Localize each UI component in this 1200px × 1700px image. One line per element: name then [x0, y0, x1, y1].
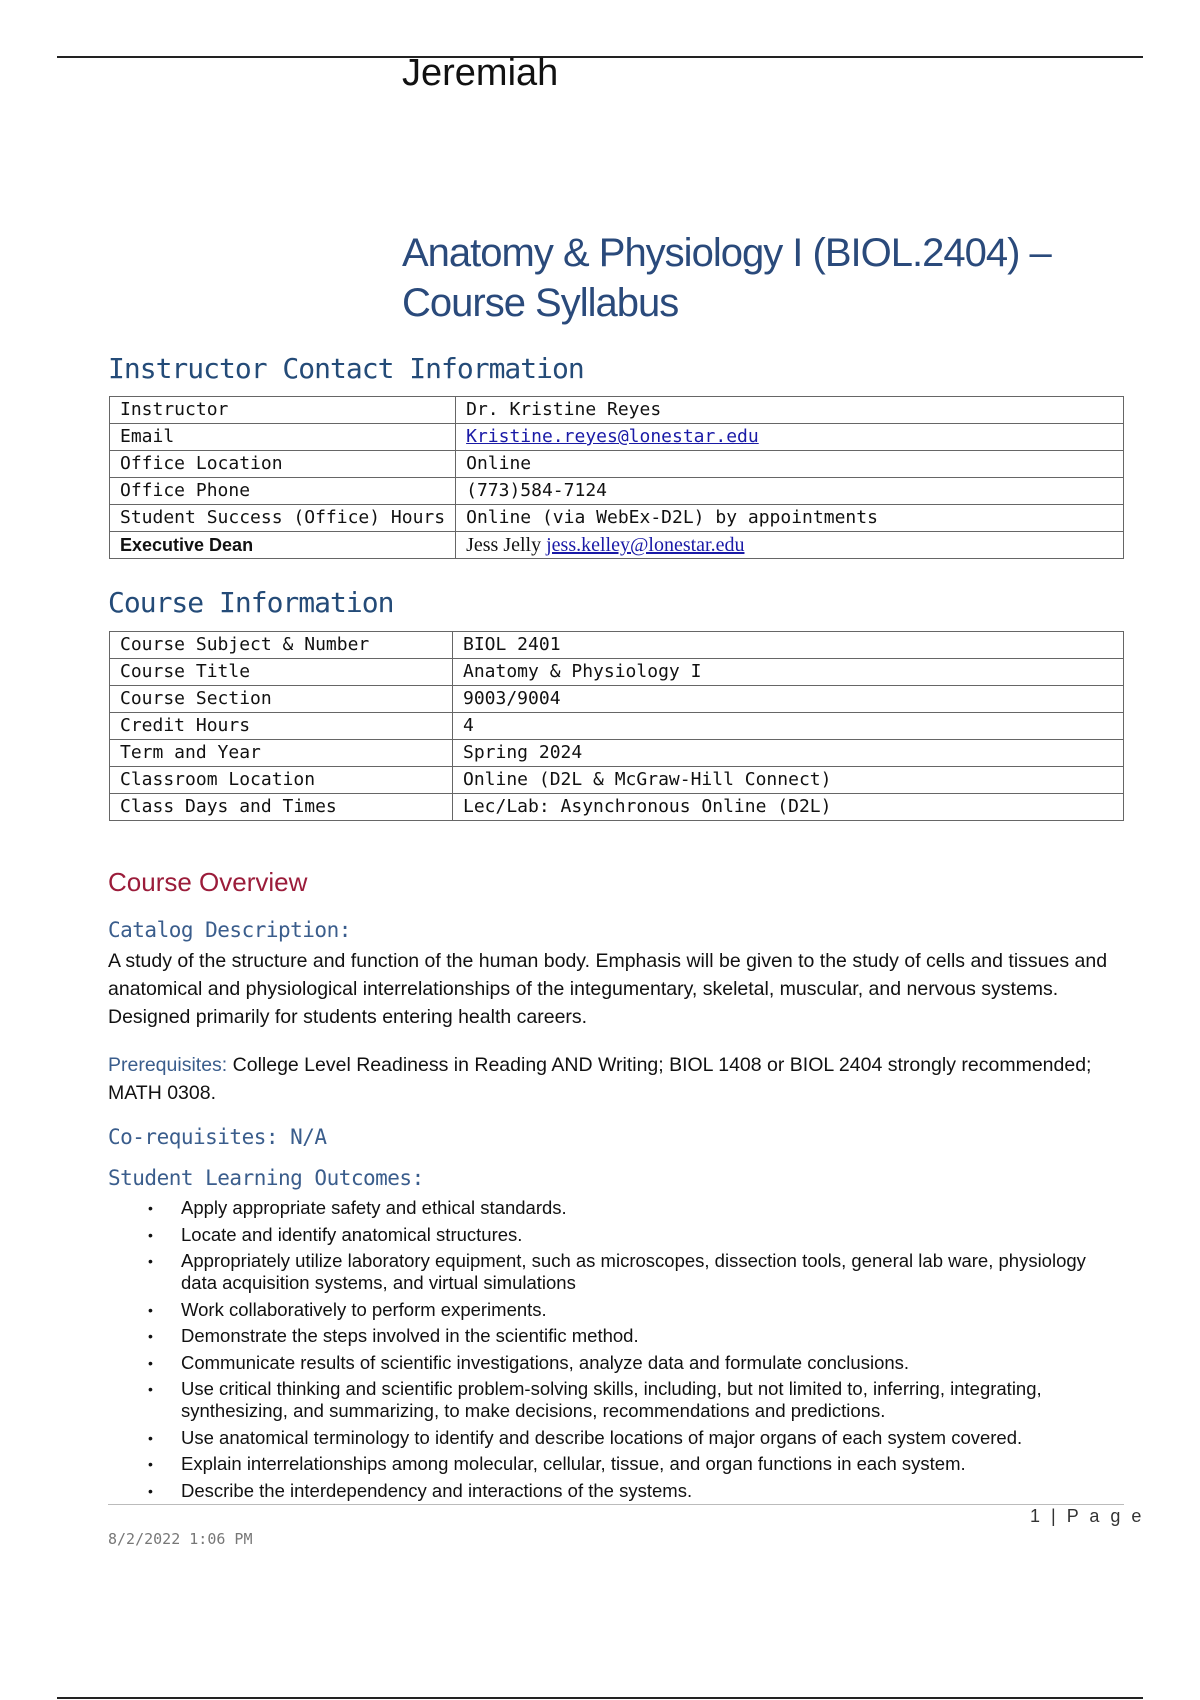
list-item: • Communicate results of scientific investigations, analyze data and formulate conclusions.	[148, 1351, 910, 1373]
table-row	[110, 686, 1124, 713]
credit-hours-value: 4	[453, 713, 1124, 740]
table-row	[110, 740, 1124, 767]
page-number: 1 | P a g e	[1030, 1506, 1145, 1526]
table-row	[110, 505, 1124, 532]
learning-outcomes-list	[140, 1197, 1120, 1506]
subject-number-value: BIOL 2401	[453, 632, 1124, 659]
table-row	[110, 424, 1124, 451]
bottom-rule	[57, 1697, 1143, 1699]
term-year-label: Term and Year	[110, 740, 453, 767]
instructor-table	[109, 396, 1124, 559]
office-hours-value: Online (via WebEx-D2L) by appointments	[456, 505, 1124, 532]
table-row	[110, 659, 1124, 686]
course-section-label: Course Section	[110, 686, 453, 713]
table-row	[110, 632, 1124, 659]
list-item: • Use critical thinking and scientific problem-solving skills, including, but not limited to, inferring, integrating, synthesizing, and summarizing, to make decisions, recommendations and predictions.	[148, 1378, 1042, 1421]
term-year-value: Spring 2024	[453, 740, 1124, 767]
classroom-location-value: Online (D2L & McGraw-Hill Connect)	[453, 767, 1124, 794]
list-item: • Demonstrate the steps involved in the scientific method.	[148, 1325, 639, 1346]
office-location-label: Office Location	[110, 451, 456, 478]
instructor-label: Instructor	[110, 397, 456, 424]
office-location-value: Online	[456, 451, 1124, 478]
list-item: • Work collaboratively to perform experiments.	[148, 1298, 547, 1320]
learning-outcomes-heading: Student Learning Outcomes:	[108, 1166, 424, 1190]
footer-date: 8/2/2022 1:06 PM	[108, 1530, 253, 1548]
prerequisites-paragraph	[108, 1051, 1108, 1107]
course-overview-heading: Course Overview	[108, 867, 308, 897]
office-hours-label: Student Success (Office) Hours	[110, 505, 456, 532]
credit-hours-label: Credit Hours	[110, 713, 453, 740]
header-name: Jeremiah	[402, 52, 559, 94]
table-row	[110, 794, 1124, 821]
course-info-heading: Course Information	[108, 586, 394, 619]
top-rule	[57, 56, 1143, 58]
subject-number-label: Course Subject & Number	[110, 632, 453, 659]
classroom-location-label: Classroom Location	[110, 767, 453, 794]
page-title: Anatomy & Physiology I (BIOL.2404) – Course Syllabus	[402, 231, 1051, 325]
prerequisites-text: College Level Readiness in Reading AND Writing; BIOL 1408 or BIOL 2404 strongly recommended; MATH 0308.	[108, 1054, 1092, 1104]
class-days-value: Lec/Lab: Asynchronous Online (D2L)	[453, 794, 1124, 821]
class-days-label: Class Days and Times	[110, 794, 453, 821]
list-item: • Explain interrelationships among molecular, cellular, tissue, and organ functions in each system.	[148, 1453, 966, 1474]
table-row	[110, 767, 1124, 794]
course-info-table	[109, 631, 1124, 821]
table-row	[110, 478, 1124, 505]
table-row	[110, 397, 1124, 424]
list-item: • Describe the interdependency and interactions of the systems.	[148, 1479, 693, 1501]
catalog-description-text: A study of the structure and function of the human body. Emphasis will be given to the study of cells and tissues and anatomical and physiological interrelationships of the integumentary, skeletal, muscular, and nervous systems. Designed primarily for students entering health careers.	[108, 950, 1108, 1028]
instructor-email-link[interactable]: Kristine.reyes@lonestar.edu	[466, 426, 759, 447]
executive-dean-email-link[interactable]: jess.kelley@lonestar.edu	[546, 534, 745, 556]
executive-dean-name: Jess Jelly	[466, 534, 542, 556]
instructor-value: Dr. Kristine Reyes	[456, 397, 1124, 424]
list-item: • Locate and identify anatomical structures.	[148, 1223, 523, 1245]
prerequisites-label: Prerequisites:	[108, 1054, 228, 1076]
email-label: Email	[110, 424, 456, 451]
list-item: • Appropriately utilize laboratory equipment, such as microscopes, dissection tools, general lab ware, physiology data acquisition systems, and virtual simulations	[148, 1250, 1086, 1293]
list-item: • Apply appropriate safety and ethical standards.	[148, 1197, 567, 1218]
table-row	[110, 713, 1124, 740]
list-item: • Use anatomical terminology to identify and describe locations of major organs of each system covered.	[148, 1426, 1023, 1448]
executive-dean-label: Executive Dean	[110, 532, 456, 559]
course-title-value: Anatomy & Physiology I	[453, 659, 1124, 686]
course-title-label: Course Title	[110, 659, 453, 686]
footer-rule	[108, 1504, 1124, 1505]
table-row	[110, 451, 1124, 478]
office-phone-label: Office Phone	[110, 478, 456, 505]
office-phone-value: (773)584-7124	[456, 478, 1124, 505]
course-section-value: 9003/9004	[453, 686, 1124, 713]
table-row	[110, 532, 1124, 559]
corequisites-heading: Co-requisites: N/A	[108, 1125, 327, 1149]
catalog-description-heading: Catalog Description:	[108, 918, 351, 942]
instructor-heading: Instructor Contact Information	[108, 352, 584, 385]
